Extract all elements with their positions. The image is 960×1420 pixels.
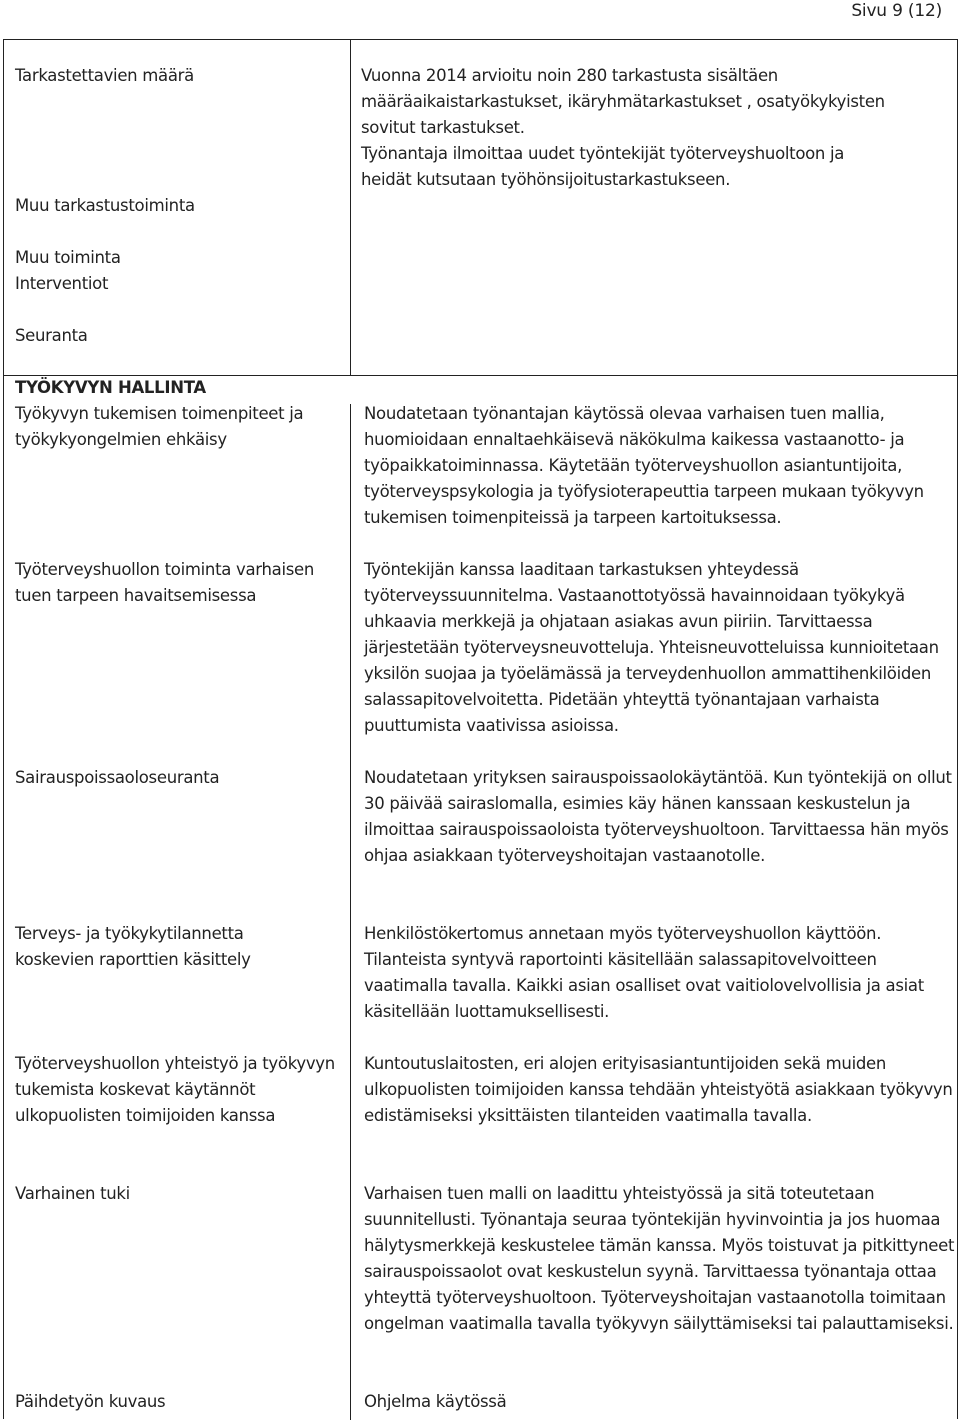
column-divider [350, 404, 351, 1420]
row-text: Kuntoutuslaitosten, eri alojen erityisasiantuntijoiden sekä muiden ulkopuolisten toimijoiden kanssa tehdään yhteistyötä asiakkaan työkyvyn edistämiseksi yksittäisten tilanteiden vaatimalla tavalla. [364, 1054, 953, 1125]
row-text: Noudatetaan työnantajan käytössä olevaa varhaisen tuen mallia, huomioidaan ennaltaehkäisevä näkökulma kaikessa vastaanotto- ja työpaikkatoiminnassa. Käytetään työterveyshuollon asiantuntijoita, työterveyspsykologia ja työfysioterapeuttia tarpeen mukaan työkyvyn tukemisen toimenpiteissä ja tarpeen kartoituksessa. [364, 404, 924, 527]
row-label: Varhainen tuki [15, 1184, 130, 1203]
text-line: sovitut tarkastukset. [361, 118, 525, 137]
row-text: Työntekijän kanssa laaditaan tarkastuksen yhteydessä työterveyssuunnitelma. Vastaanottotyössä havainnoidaan työkykyä uhkaavia merkkejä ja ohjataan asiakas avun piiriin. Tarvittaessa järjestetään työterveysneuvotteluja. Yhteisneuvotteluissa kunnioitetaan yksilön suojaa ja työelämässä ja terveydenhuollon ammattihenkilöiden salassapitovelvoitetta. Pidetään yhteyttä työnantajaan varhaista puuttumista vaativissa asioissa. [364, 560, 939, 735]
text-line: Työnantaja ilmoittaa uudet työntekijät työterveyshuoltoon ja [361, 144, 845, 163]
row-text: Ohjelma käytössä [364, 1392, 507, 1411]
row-label: Työkyvyn tukemisen toimenpiteet ja työkykyongelmien ehkäisy [15, 404, 304, 449]
row-label: Sairauspoissaoloseuranta [15, 768, 220, 787]
section-heading: TYÖKYVYN HALLINTA [15, 378, 206, 397]
label-muu-toiminta: Muu toiminta [15, 248, 121, 267]
row-text: Noudatetaan yrityksen sairauspoissaolokäytäntöä. Kun työntekijä on ollut 30 päivää sairaslomalla, esimies käy hänen kanssaan keskustelun ja ilmoittaa sairauspoissaoloista työterveyshuoltoon. Tarvittaessa hän myös ohjaa asiakkaan työterveyshoitajan vastaanotolle. [364, 768, 952, 865]
row-text: Henkilöstökertomus annetaan myös työterveyshuollon käyttöön. Tilanteista syntyvä raportointi käsitellään salassapitovelvoitteen vaatimalla tavalla. Kaikki asian osalliset ovat vaitiolovelvollisia ja asiat käsitellään luottamuksellisesti. [364, 924, 924, 1021]
row-label: Terveys- ja työkykytilannetta koskevien raporttien käsittely [15, 924, 251, 969]
label-muu-tarkastustoiminta: Muu tarkastustoiminta [15, 196, 195, 215]
row-text: Varhaisen tuen malli on laadittu yhteistyössä ja sitä toteutetaan suunnitellusti. Työnantaja seuraa työntekijän hyvinvointia ja jos huomaa hälytysmerkkejä keskustelee tämän kanssa. Myös toistuvat ja pitkittyneet sairauspoissaolot ovat keskustelun syynä. Tarvittaessa työnantaja ottaa yhteyttä työterveyshuoltoon. Työterveyshoitajan vastaanotolla toimitaan ongelman vaatimalla tavalla työkyvyn säilyttämiseksi tai palauttamiseksi. [364, 1184, 955, 1333]
column-divider [350, 40, 351, 375]
text-line: heidät kutsutaan työhönsijoitustarkastukseen. [361, 170, 731, 189]
row-label: Työterveyshuollon toiminta varhaisen tuen tarpeen havaitsemisessa [15, 560, 315, 605]
page-number: Sivu 9 (12) [851, 1, 942, 21]
row-label: Työterveyshuollon yhteistyö ja työkyvyn tukemista koskevat käytännöt ulkopuolisten toimijoiden kanssa [15, 1054, 335, 1125]
label-seuranta: Seuranta [15, 326, 88, 345]
label-tarkastettavien-maara: Tarkastettavien määrä [15, 66, 194, 85]
text-line: määräaikaistarkastukset, ikäryhmätarkastukset , osatyökykyisten [361, 92, 885, 111]
top-description [361, 63, 956, 193]
content-table [3, 39, 958, 1419]
row-label: Päihdetyön kuvaus [15, 1392, 166, 1411]
text-line: Vuonna 2014 arvioitu noin 280 tarkastusta sisältäen [361, 66, 778, 85]
label-interventiot: Interventiot [15, 274, 109, 293]
